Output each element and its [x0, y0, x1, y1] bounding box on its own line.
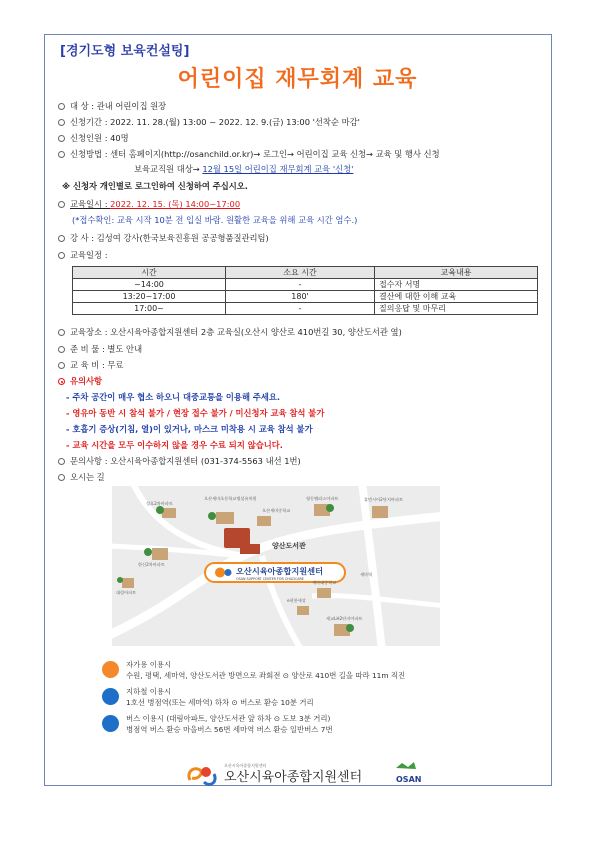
- map-center-label: 오산시육아종합지원센터: [236, 566, 324, 576]
- footer-city: OSAN: [396, 775, 422, 784]
- svg-text:성호2차아파트: 성호2차아파트: [146, 501, 173, 506]
- bullet-circle-icon: [58, 135, 65, 142]
- svg-text:영동팰러스아파트: 영동팰러스아파트: [306, 496, 339, 501]
- caution-title: 유의사항: [58, 375, 102, 387]
- location-map: [112, 486, 440, 646]
- svg-text:세교LH2단지아파트: 세교LH2단지아파트: [326, 616, 363, 621]
- table-header-row: 시간 소요 시간 교육내용: [73, 267, 538, 279]
- transport-car-title: 자가용 이용시: [126, 660, 172, 669]
- info-method: 신청방법 : 센터 홈페이지(http://osanchild.or.kr)→ 로그인→ 어린이집 교육 신청→ 교육 및 행사 신청: [58, 148, 440, 160]
- info-place: 교육장소 : 오산시육아종합지원센터 2층 교육실(오산시 양산로 410번길 30, 양산도서관 옆): [58, 326, 402, 338]
- footer-small-text: 오산시육아종합지원센터: [224, 763, 267, 768]
- info-method-cont: 보육교직원 대상→ 12월 15일 어린이집 재무회계 교육 '신청': [134, 164, 354, 174]
- bullet-circle-icon: [58, 458, 65, 465]
- map-graphic: [112, 486, 440, 646]
- info-contact: 문의사항 : 오산시육아종합지원센터 (031-374-5563 내선 1번): [58, 455, 301, 467]
- bullet-circle-icon: [58, 362, 65, 369]
- transport-subway-title: 지하철 이용시: [126, 687, 172, 696]
- caution-item: - 교육 시간을 모두 이수하지 않을 경우 수료 되지 않습니다.: [66, 440, 283, 450]
- subway-icon: [102, 688, 119, 705]
- svg-text:세마역: 세마역: [360, 572, 373, 577]
- caution-item: - 호흡기 증상(기침, 열)이 있거나, 마스크 미착용 시 교육 참석 불가: [66, 424, 313, 434]
- car-icon: [102, 661, 119, 678]
- footer-logo: [184, 760, 424, 790]
- bullet-circle-icon: [58, 346, 65, 353]
- svg-text:e편한세상: e편한세상: [287, 598, 306, 603]
- page-title: 어린이집 재무회계 교육: [177, 67, 418, 92]
- center-logo-icon: [184, 760, 424, 790]
- radio-dot-icon: [58, 378, 65, 385]
- transport-bus-title: 버스 이용시 (대림아파트, 양산도서관 앞 하차 ⊙ 도보 3분 거리): [126, 714, 331, 723]
- transport-subway-desc: 1호선 병점역(또는 세마역) 하차 ⊙ 버스로 환승 10분 거리: [126, 698, 314, 707]
- transport-car-desc: 수원, 평택, 세마역, 양산도서관 방면으로 좌회전 ⊙ 양산로 410번 길을 따라 11m 직진: [126, 671, 406, 680]
- svg-text:대림아파트: 대림아파트: [116, 590, 137, 595]
- table-row: 13:20~17:00 180' 결산에 대한 이해 교육: [73, 291, 538, 303]
- info-fee: 교 육 비 : 무료: [58, 359, 123, 371]
- svg-text:휴먼시아2단지아파트: 휴먼시아2단지아파트: [364, 497, 404, 502]
- info-directions: 오시는 길: [58, 471, 105, 483]
- bullet-circle-icon: [58, 103, 65, 110]
- caution-item: - 주차 공간이 매우 협소 하오니 대중교통을 이용해 주세요.: [66, 392, 281, 402]
- info-instructor: 강 사 : 김성여 강사(한국보육진흥원 공공형품질관리팀): [58, 232, 269, 244]
- bullet-circle-icon: [58, 201, 65, 208]
- info-materials: 준 비 물 : 별도 안내: [58, 343, 142, 355]
- bullet-circle-icon: [58, 474, 65, 481]
- info-period: 신청기간 : 2022. 11. 28.(월) 13:00 ~ 2022. 12. 9.(금) 13:00 '선착순 마감': [58, 116, 360, 128]
- schedule-table: [72, 266, 538, 315]
- info-date: 교육일시 : 2022. 12. 15. (목) 14:00~17:00: [58, 198, 240, 210]
- map-center-sub: OSAN SUPPORT CENTER FOR CHILDCARE: [236, 577, 304, 581]
- svg-text:오산세마초등학교병설유치원: 오산세마초등학교병설유치원: [204, 496, 257, 501]
- bullet-circle-icon: [58, 151, 65, 158]
- signup-note: ※ 신청자 개인별로 로그인하여 신청하여 주십시오.: [62, 181, 248, 191]
- info-capacity: 신청인원 : 40명: [58, 132, 129, 144]
- caution-item: - 영유아 동반 시 참석 불가 / 현장 접수 불가 / 미신청자 교육 참석 불가: [66, 408, 325, 418]
- date-note: (*접수확인: 교육 시작 10분 전 입실 바람. 원활한 교육을 위해 교육 시간 엄수.): [72, 215, 358, 225]
- map-library-label: 양산도서관: [272, 542, 306, 550]
- info-target: 대 상 : 관내 어린이집 원장: [58, 100, 166, 112]
- bullet-circle-icon: [58, 119, 65, 126]
- footer-center-name: 오산시육아종합지원센터: [224, 770, 363, 785]
- table-row: 17:00~ - 질의응답 및 마무리: [73, 303, 538, 315]
- table-row: ~14:00 - 접수자 서명: [73, 279, 538, 291]
- svg-text:오산세마중학교: 오산세마중학교: [262, 508, 291, 513]
- svg-text:한신2차아파트: 한신2차아파트: [138, 562, 165, 567]
- bus-icon: [102, 715, 119, 732]
- bullet-circle-icon: [58, 235, 65, 242]
- bullet-circle-icon: [58, 329, 65, 336]
- bullet-circle-icon: [58, 252, 65, 259]
- org-heading: [경기도형 보육컨설팅]: [60, 44, 190, 59]
- transport-bus-desc: 병점역 버스 환승 마을버스 56번 세마역 버스 환승 일반버스 7번: [126, 725, 333, 734]
- svg-text:세마대중학교: 세마대중학교: [312, 580, 337, 585]
- info-schedule-label: 교육일정 :: [58, 249, 108, 261]
